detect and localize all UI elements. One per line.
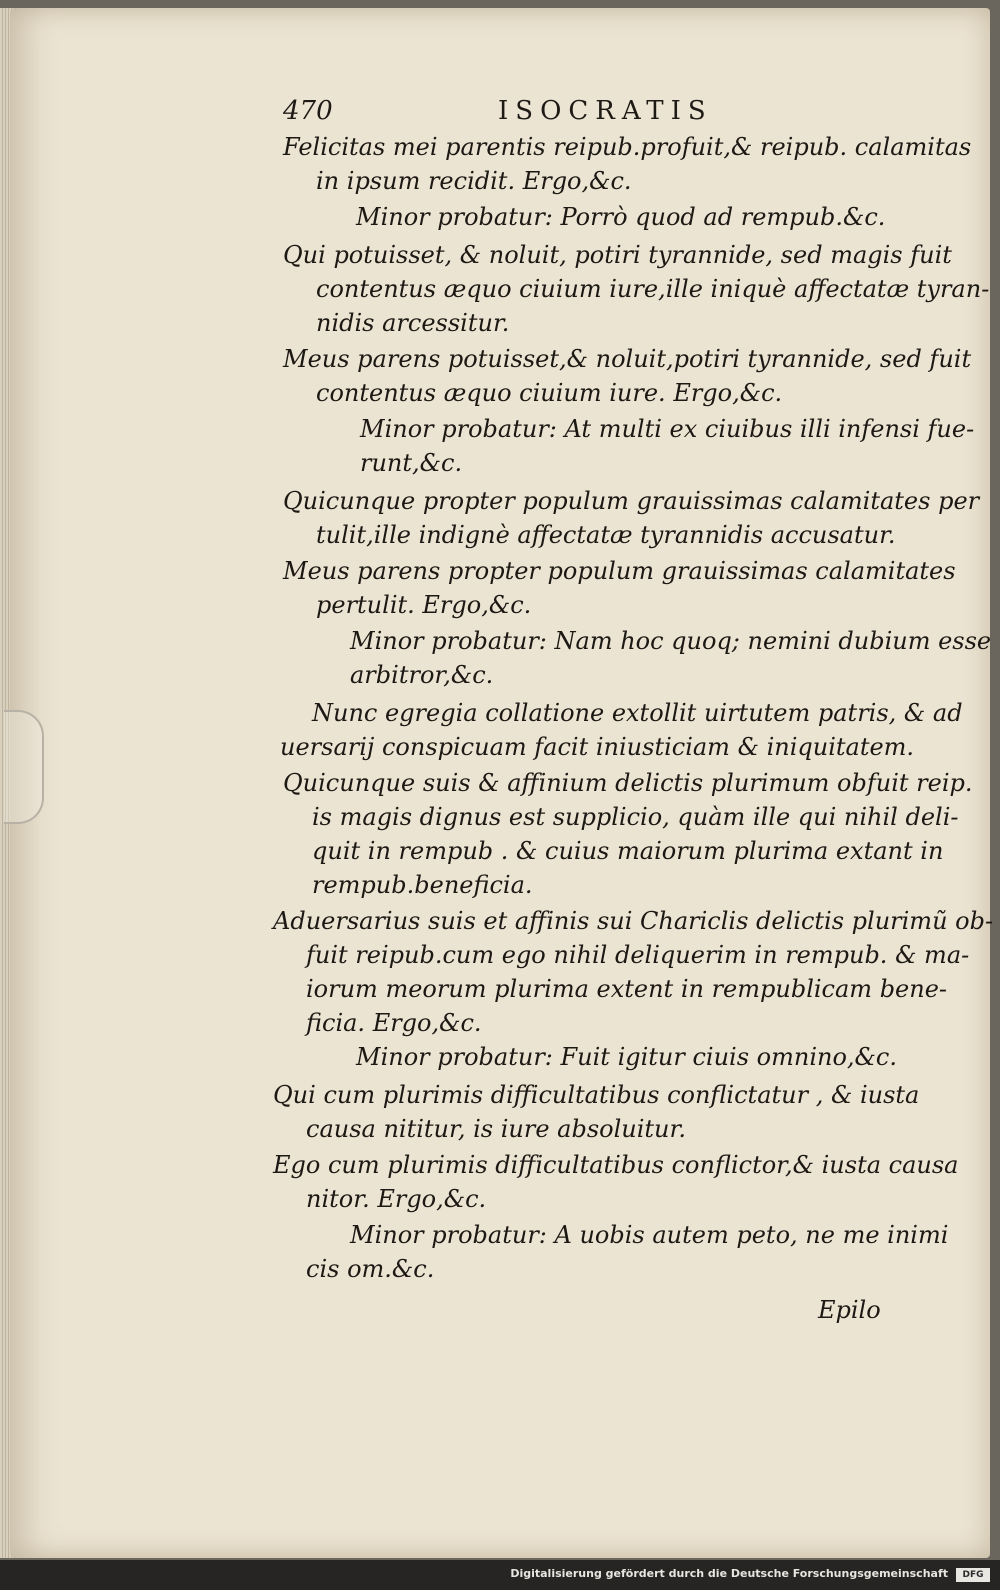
- text-line: Qui potuisset, & noluit, potiri tyrannide, sed magis fuit: [283, 241, 952, 269]
- text-line: iorum meorum plurima extent in rempublicam bene-: [306, 975, 948, 1003]
- text-line: uersarij conspicuam facit iniusticiam & iniquitatem.: [280, 733, 915, 761]
- text-line: contentus æquo ciuium iure. Ergo,&c.: [316, 379, 783, 407]
- text-line: Quicunque propter populum grauissimas calamitates per: [283, 487, 980, 515]
- text-line: pertulit. Ergo,&c.: [316, 591, 532, 619]
- text-line: Minor probatur: Fuit igitur ciuis omnino,&c.: [356, 1043, 897, 1071]
- text-line: arbitror,&c.: [350, 661, 494, 689]
- text-line: Meus parens potuisset,& noluit,potiri tyrannide, sed fuit: [283, 345, 972, 373]
- text-line: Qui cum plurimis difficultatibus conflictatur , & iusta: [273, 1081, 920, 1109]
- dfg-logo: DFG: [956, 1568, 990, 1582]
- text-line: is magis dignus est supplicio, quàm ille qui nihil deli-: [312, 803, 959, 831]
- text-line: Nunc egregia collatione extollit uirtutem patris, & ad: [312, 699, 963, 727]
- footer-credit: Digitalisierung gefördert durch die Deutsche Forschungsgemeinschaft: [510, 1567, 948, 1580]
- text-line: Meus parens propter populum grauissimas calamitates: [283, 557, 956, 585]
- running-head: [283, 96, 843, 132]
- text-line: nidis arcessitur.: [316, 309, 510, 337]
- footer-bar: [0, 1560, 1000, 1590]
- running-head-title: ISOCRATIS: [498, 96, 713, 126]
- text-line: rempub.beneficia.: [312, 871, 533, 899]
- text-line: Minor probatur: Nam hoc quoq; nemini dubium esse: [350, 627, 992, 655]
- text-line: Felicitas mei parentis reipub.profuit,& reipub. calamitas: [283, 133, 972, 161]
- catchword: Epilo: [818, 1296, 881, 1324]
- text-line: Minor probatur: A uobis autem peto, ne me inimi: [350, 1221, 949, 1249]
- text-line: Minor probatur: At multi ex ciuibus illi infensi fue-: [360, 415, 975, 443]
- text-line: fuit reipub.cum ego nihil deliquerim in rempub. & ma-: [306, 941, 970, 969]
- text-line: Minor probatur: Porrò quod ad rempub.&c.: [356, 203, 886, 231]
- text-line: runt,&c.: [360, 449, 463, 477]
- text-line: tulit,ille indignè affectatæ tyrannidis accusatur.: [316, 521, 896, 549]
- text-line: causa nititur, is iure absoluitur.: [306, 1115, 686, 1143]
- page-clip: [4, 710, 44, 824]
- text-line: Aduersarius suis et affinis sui Chariclis delictis plurimũ ob-: [273, 907, 994, 935]
- text-line: in ipsum recidit. Ergo,&c.: [316, 167, 632, 195]
- text-line: Ego cum plurimis difficultatibus conflictor,& iusta causa: [273, 1151, 959, 1179]
- text-line: Quicunque suis & affinium delictis plurimum obfuit reip.: [283, 769, 973, 797]
- text-line: cis om.&c.: [306, 1255, 435, 1283]
- text-line: contentus æquo ciuium iure,ille iniquè affectatæ tyran-: [316, 275, 990, 303]
- text-line: quit in rempub . & cuius maiorum plurima extant in: [312, 837, 944, 865]
- page-number: 470: [283, 96, 333, 126]
- text-line: ficia. Ergo,&c.: [306, 1009, 482, 1037]
- text-line: nitor. Ergo,&c.: [306, 1185, 487, 1213]
